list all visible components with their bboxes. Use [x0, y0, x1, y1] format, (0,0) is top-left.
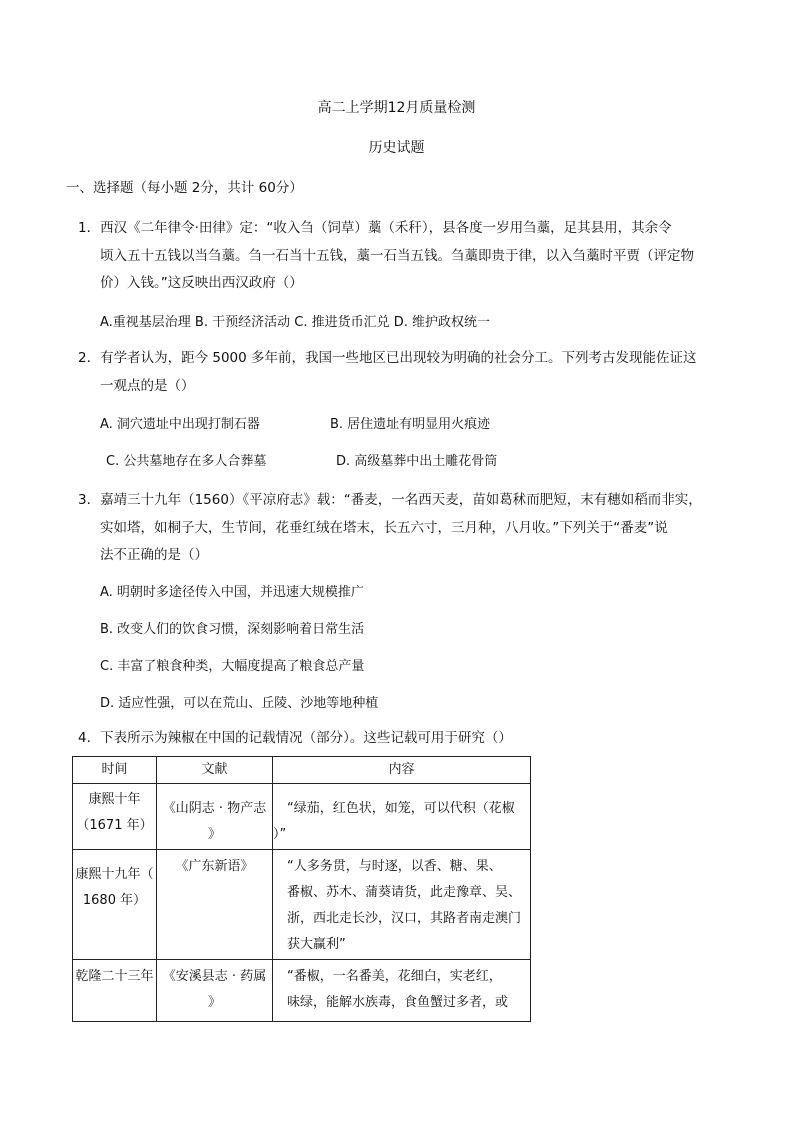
table-cell-source	[157, 960, 273, 1022]
table-header-row	[73, 757, 531, 784]
question-2-line: 一观点的是（）	[100, 378, 195, 394]
cell-line: 《山阴志 · 物产志	[162, 801, 267, 816]
question-2-option-a: A. 洞穴遗址中出现打制石器	[100, 417, 260, 432]
table-row	[73, 784, 531, 850]
question-3-line: 法不正确的是（）	[100, 547, 208, 563]
cell-line: “人多务贯，与时逐，以香、糖、果、	[287, 859, 502, 874]
cell-line: “番椒，一名番美，花细白，实老红，	[287, 969, 502, 984]
table-cell-content	[273, 960, 531, 1022]
question-4-stem: 4．下表所示为辣椒在中国的记载情况（部分）。这些记载可用于研究（）	[78, 730, 512, 746]
cell-line: 浙，西北走长沙，汉口，其路者南走澳门	[287, 911, 522, 926]
exam-subtitle: 历史试题	[368, 140, 425, 156]
cell-line: “绿茄，红色状，如笼，可以代积（花椒	[287, 801, 515, 816]
table-row	[73, 850, 531, 960]
table-cell-content	[273, 784, 531, 850]
question-2-line: 2．有学者认为，距今 5000 多年前，我国一些地区已出现较为明确的社会分工。下列考古发现能佐证这	[78, 350, 697, 366]
cell-line: （1671 年）	[76, 818, 153, 833]
table-cell-source	[157, 784, 273, 850]
table-header-source: 文献	[157, 757, 273, 784]
table-cell-time	[73, 784, 157, 850]
section-heading: 一、选择题（每小题 2分，共计 60分）	[66, 180, 303, 196]
question-3-option-d: D. 适应性强，可以在荒山、丘陵、沙地等地种植	[100, 696, 379, 711]
cell-line: 1680 年）	[82, 893, 147, 908]
question-2-option-b: B. 居住遗址有明显用火痕迹	[330, 417, 491, 432]
cell-line: 》	[207, 995, 221, 1010]
cell-line: ）”	[273, 827, 287, 842]
cell-line: 《广东新语》	[175, 859, 254, 874]
pepper-records-table	[72, 756, 531, 1022]
question-1-line: 1．西汉《二年律令·田律》定：“收入刍（饲草）藁（禾秆），县各度一岁用刍藁，足其县用，其余令	[78, 220, 672, 236]
table-row	[73, 960, 531, 1022]
question-1-options: A.重视基层治理 B. 干预经济活动 C. 推进货币汇兑 D. 维护政权统一	[100, 315, 490, 330]
cell-line: 》	[207, 827, 221, 842]
exam-title: 高二上学期12月质量检测	[317, 100, 476, 116]
table-cell-source	[157, 850, 273, 960]
question-3-option-c: C. 丰富了粮食种类，大幅度提高了粮食总产量	[100, 659, 365, 674]
question-1-line: 顷入五十五钱以当刍藁。刍一石当十五钱，藁一石当五钱。刍藁即贵于律，以入刍藁时平贾（评定物	[100, 248, 694, 264]
question-2-option-d: D. 高级墓葬中出土雕花骨筒	[336, 454, 498, 469]
question-3-option-a: A. 明朝时多途径传入中国，并迅速大规模推广	[100, 585, 364, 600]
question-3-line: 3．嘉靖三十九年（1560）《平凉府志》载：“番麦，一名西天麦，苗如葛秫而肥短，末有穗如稻而非实，	[78, 492, 702, 508]
cell-line: 味绿，能解水族毒，食鱼蟹过多者，或	[287, 995, 509, 1010]
question-1-line: 价）入钱。”这反映出西汉政府（）	[100, 275, 303, 291]
cell-line: 康熙十年	[88, 792, 141, 807]
cell-line: 番椒、苏木、蒲葵请货，此走豫章、吴、	[287, 885, 522, 900]
question-3-line: 实如塔，如桐子大，生节间，花垂红绒在塔末，长五六寸，三月种，八月收。”下列关于“番麦”说	[100, 520, 668, 536]
cell-line: 获大赢利”	[287, 937, 346, 952]
cell-line: 康熙十九年（	[75, 867, 154, 882]
table-cell-time	[73, 960, 157, 1022]
table-header-time: 时间	[73, 757, 157, 784]
question-2-option-c: C. 公共墓地存在多人合葬墓	[106, 454, 267, 469]
question-3-option-b: B. 改变人们的饮食习惯，深刻影响着日常生活	[100, 622, 365, 637]
cell-line: 乾隆二十三年	[75, 969, 154, 984]
table-cell-content	[273, 850, 531, 960]
cell-line: 《安溪县志 · 药属	[162, 969, 267, 984]
table-cell-time	[73, 850, 157, 960]
table-header-content: 内容	[273, 757, 531, 784]
